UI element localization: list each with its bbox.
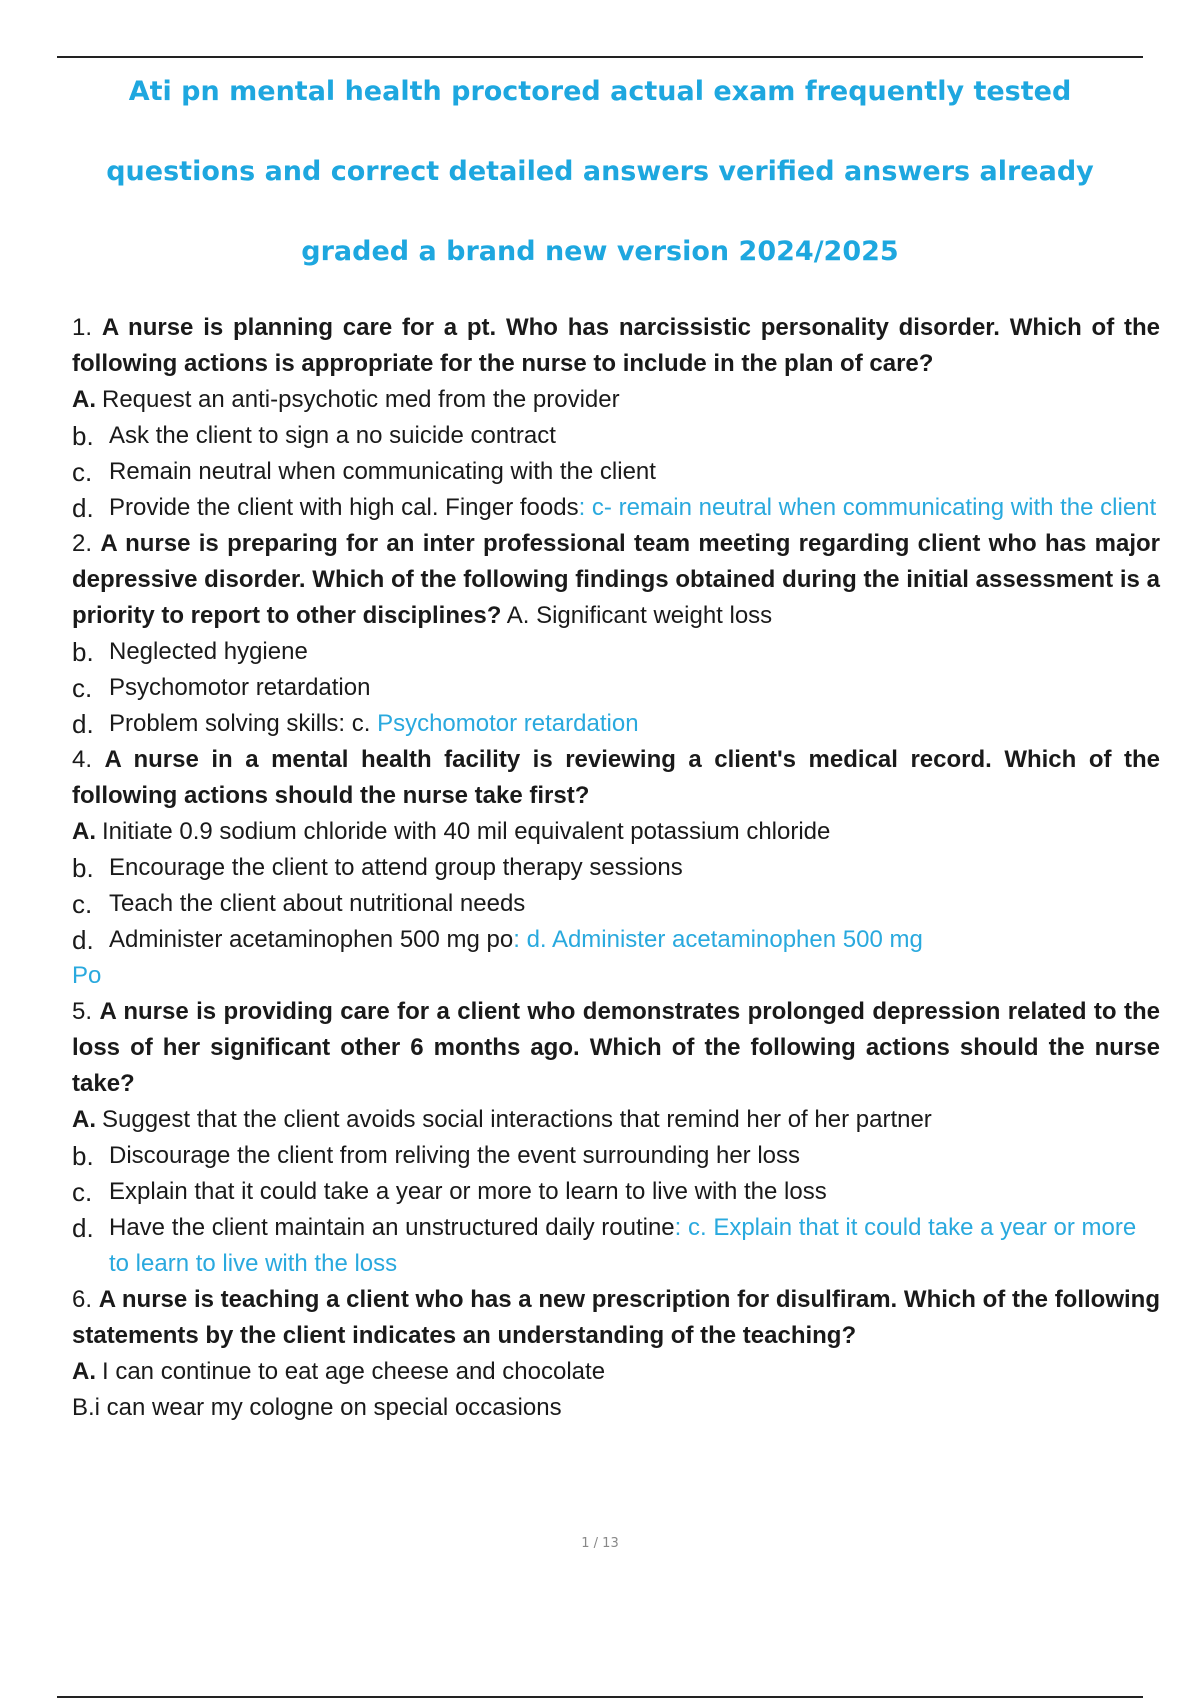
option-letter: d.	[72, 925, 94, 955]
answer-option	[72, 850, 1160, 886]
option-text: Request an anti-psychotic med from the provider	[102, 386, 620, 413]
correct-answer-continued: Po	[72, 962, 102, 989]
option-letter: A.	[72, 1106, 96, 1133]
answer-option	[72, 886, 1160, 922]
option-text: Ask the client to sign a no suicide contract	[109, 422, 556, 449]
question-list	[72, 310, 1160, 1426]
bottom-rule	[57, 1696, 1143, 1698]
answer-option	[72, 922, 1160, 958]
option-letter: c.	[72, 889, 93, 919]
answer-option	[72, 382, 1160, 418]
question-stem	[72, 994, 1160, 1102]
correct-answer: : c- remain neutral when communicating with the client	[578, 494, 1157, 521]
answer-option	[72, 670, 1160, 706]
question-text: A nurse is providing care for a client who demonstrates prolonged depression related to the loss of her significant other 6 months ago. Which of the following actions should the nurse take?	[72, 998, 1161, 1097]
question-stem	[72, 310, 1160, 382]
answer-option	[72, 418, 1160, 454]
option-text: Suggest that the client avoids social interactions that remind her of her partner	[102, 1106, 932, 1133]
answer-option	[72, 1174, 1160, 1210]
question-stem	[72, 526, 1160, 634]
option-text: Problem solving skills: c.	[109, 710, 378, 737]
answer-option	[72, 490, 1160, 526]
question-number: 2.	[72, 530, 93, 557]
doc-title-line-2: questions and correct detailed answers verified answers already	[106, 156, 1094, 187]
answer-option	[72, 1138, 1160, 1174]
option-text: Administer acetaminophen 500 mg po	[109, 926, 514, 953]
answer-option	[72, 1102, 1160, 1138]
option-text: Provide the client with high cal. Finger foods	[109, 494, 579, 521]
question-stem	[72, 742, 1160, 814]
option-text: Have the client maintain an unstructured daily routine	[109, 1214, 675, 1241]
correct-answer: Psychomotor retardation	[377, 710, 639, 737]
option-text: Remain neutral when communicating with the client	[109, 458, 656, 485]
question-text: A nurse is teaching a client who has a new prescription for disulfiram. Which of the following statements by the client indicates an understanding of the teaching?	[72, 1286, 1160, 1349]
option-text: I can continue to eat age cheese and chocolate	[102, 1358, 606, 1385]
option-letter: A.	[72, 1358, 96, 1385]
option-text: Explain that it could take a year or more to learn to live with the loss	[109, 1178, 827, 1205]
option-text: Psychomotor retardation	[109, 674, 371, 701]
option-letter: A.	[72, 818, 96, 845]
doc-title-line-3: graded a brand new version 2024/2025	[301, 236, 899, 267]
correct-answer: : d. Administer acetaminophen 500 mg	[513, 926, 923, 953]
option-text: Initiate 0.9 sodium chloride with 40 mil equivalent potassium chloride	[102, 818, 831, 845]
doc-title-line-1: Ati pn mental health proctored actual exam frequently tested	[128, 76, 1072, 107]
option-letter: b.	[72, 853, 94, 883]
option-letter: d.	[72, 493, 94, 523]
question-text: A nurse is planning care for a pt. Who has narcissistic personality disorder. Which of the following actions is appropriate for the nurse to include in the plan of care?	[72, 314, 1160, 377]
option-letter: b.	[72, 637, 94, 667]
question-stem	[72, 1282, 1160, 1354]
option-letter: b.	[72, 421, 94, 451]
option-text: Teach the client about nutritional needs	[109, 890, 526, 917]
answer-option-plain: B.i can wear my cologne on special occasions	[72, 1394, 562, 1421]
option-letter: c.	[72, 457, 93, 487]
option-letter: d.	[72, 1213, 94, 1243]
question-number: 5.	[72, 998, 93, 1025]
question-text: A nurse in a mental health facility is reviewing a client's medical record. Which of the following actions should the nurse take first?	[72, 746, 1160, 809]
option-letter: b.	[72, 1141, 94, 1171]
top-rule	[57, 56, 1143, 58]
option-text: A. Significant weight loss	[501, 602, 773, 629]
answer-option	[72, 634, 1160, 670]
answer-option	[72, 1354, 1160, 1390]
question-text: A nurse is preparing for an inter professional team meeting regarding client who has major depressive disorder. Which of the following findings obtained during the initial assessment is a priority to report to other disciplines?	[72, 530, 1160, 629]
option-letter: A.	[72, 386, 96, 413]
option-letter: d.	[72, 709, 94, 739]
correct-answer: : c. Explain that it could take a year or more to learn to live with the loss	[109, 1214, 1137, 1277]
option-text: Discourage the client from reliving the event surrounding her loss	[109, 1142, 801, 1169]
question-number: 6.	[72, 1286, 93, 1313]
page-number: 1 / 13	[581, 1536, 619, 1551]
answer-option	[72, 454, 1160, 490]
option-letter: c.	[72, 1177, 93, 1207]
question-number: 4.	[72, 746, 93, 773]
option-letter: c.	[72, 673, 93, 703]
answer-option	[72, 814, 1160, 850]
answer-option	[72, 1210, 1160, 1282]
option-text: Neglected hygiene	[109, 638, 308, 665]
question-number: 1.	[72, 314, 93, 341]
answer-option	[72, 706, 1160, 742]
option-text: Encourage the client to attend group therapy sessions	[109, 854, 683, 881]
